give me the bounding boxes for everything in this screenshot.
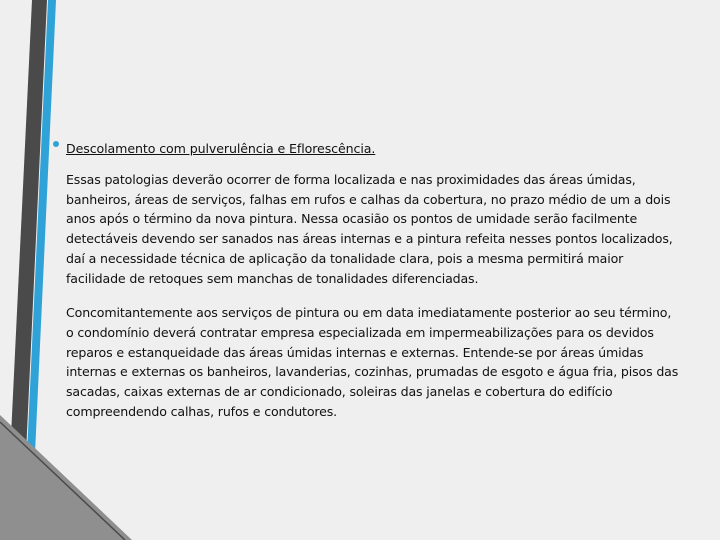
bullet-icon (53, 141, 59, 147)
paragraph-patologias: Essas patologias deverão ocorrer de forma localizada e nas proximidades das áreas úmidas, banheiros, áreas de serviços, falhas em rufos e calhas da cobertura, no prazo médio de um a dois anos após o término da nova pintura. Nessa ocasião os pontos de umidade serão facilmente detectáveis devendo ser sanados nas áreas internas e a pintura refeita nesses pontos localizados, daí a necessidade técnica de aplicação da tonalidade clara, pois a mesma permitirá maior facilidade de retoques sem manchas de tonalidades diferenciadas. (66, 172, 673, 286)
section-heading: Descolamento com pulverulência e Eflorescência. (66, 141, 376, 156)
bullet-item (52, 138, 680, 157)
slide-content (52, 138, 680, 436)
paragraph-impermeabilizacao: Concomitantemente aos serviços de pintura ou em data imediatamente posterior ao seu término, o condomínio deverá contratar empresa especializada em impermeabilizações para os devidos reparos e estanqueidade das áreas úmidas internas e externas. Entende-se por áreas úmidas internas e externas os banheiros, lavanderias, cozinhas, prumadas de esgoto e água fria, pisos das sacadas, caixas externas de ar condicionado, soleiras das janelas e cobertura do edifício compreendendo calhas, rufos e condutores. (66, 305, 679, 419)
